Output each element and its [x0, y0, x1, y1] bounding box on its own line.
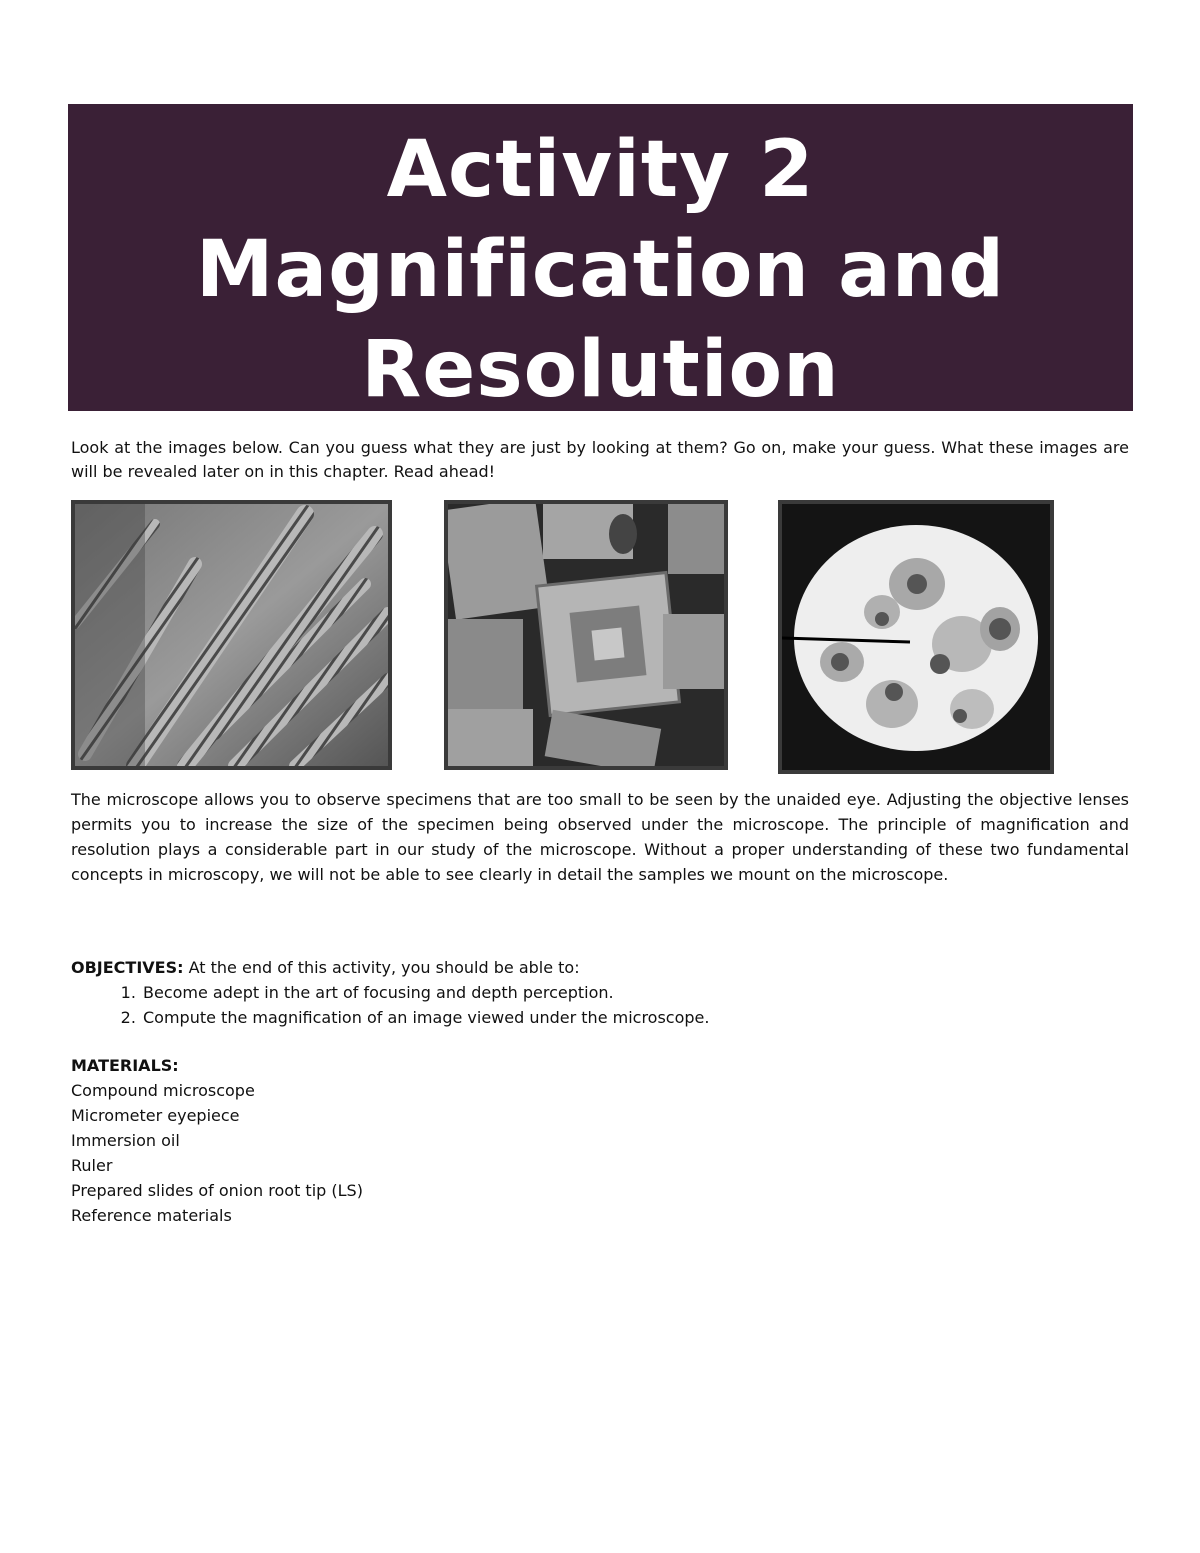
material-item: Immersion oil [71, 1131, 180, 1150]
intro-paragraph: Look at the images below. Can you guess what they are just by looking at them? Go on, make your guess. What these images are will be revealed later on in this chapter. Read ahead! [71, 438, 1129, 481]
fiber-micrograph-image [71, 500, 392, 770]
body-paragraph: The microscope allows you to observe specimens that are too small to be seen by the unaided eye. Adjusting the objective lenses permits you to increase the size of the specimen being observed under the microscope. The principle of magnification and resolution plays a considerable part in our study of the microscope. Without a proper understanding of these two fundamental concepts in microscopy, we will not be able to see clearly in detail the samples we mount on the microscope. [71, 790, 1129, 884]
materials-section [71, 1053, 1129, 1228]
title-line-1: Activity 2 [386, 125, 815, 215]
material-item: Compound microscope [71, 1081, 255, 1100]
material-item: Reference materials [71, 1206, 232, 1225]
cells-under-microscope-icon [782, 504, 1050, 770]
materials-title: MATERIALS: [71, 1056, 179, 1075]
objective-item: 1. Become adept in the art of focusing and depth perception. [141, 980, 1129, 1005]
title-line-2: Magnification and [195, 225, 1006, 315]
objectives-list [71, 980, 1129, 1030]
material-item: Ruler [71, 1156, 113, 1175]
fiber-micrograph-icon [75, 504, 388, 766]
title-line-3: Resolution [361, 325, 840, 415]
objective-item: 2. Compute the magnification of an image viewed under the microscope. [141, 1005, 1129, 1030]
material-item: Micrometer eyepiece [71, 1106, 240, 1125]
materials-list [71, 1078, 1129, 1228]
objectives-section [71, 955, 1129, 1030]
objectives-lead: At the end of this activity, you should be able to: [183, 958, 580, 977]
title-banner [68, 104, 1133, 415]
material-item: Prepared slides of onion root tip (LS) [71, 1181, 363, 1200]
objectives-label: OBJECTIVES: [71, 958, 184, 977]
salt-crystal-micrograph-image [444, 500, 728, 770]
salt-crystal-micrograph-icon [448, 504, 724, 766]
cells-under-microscope-image [778, 500, 1054, 774]
